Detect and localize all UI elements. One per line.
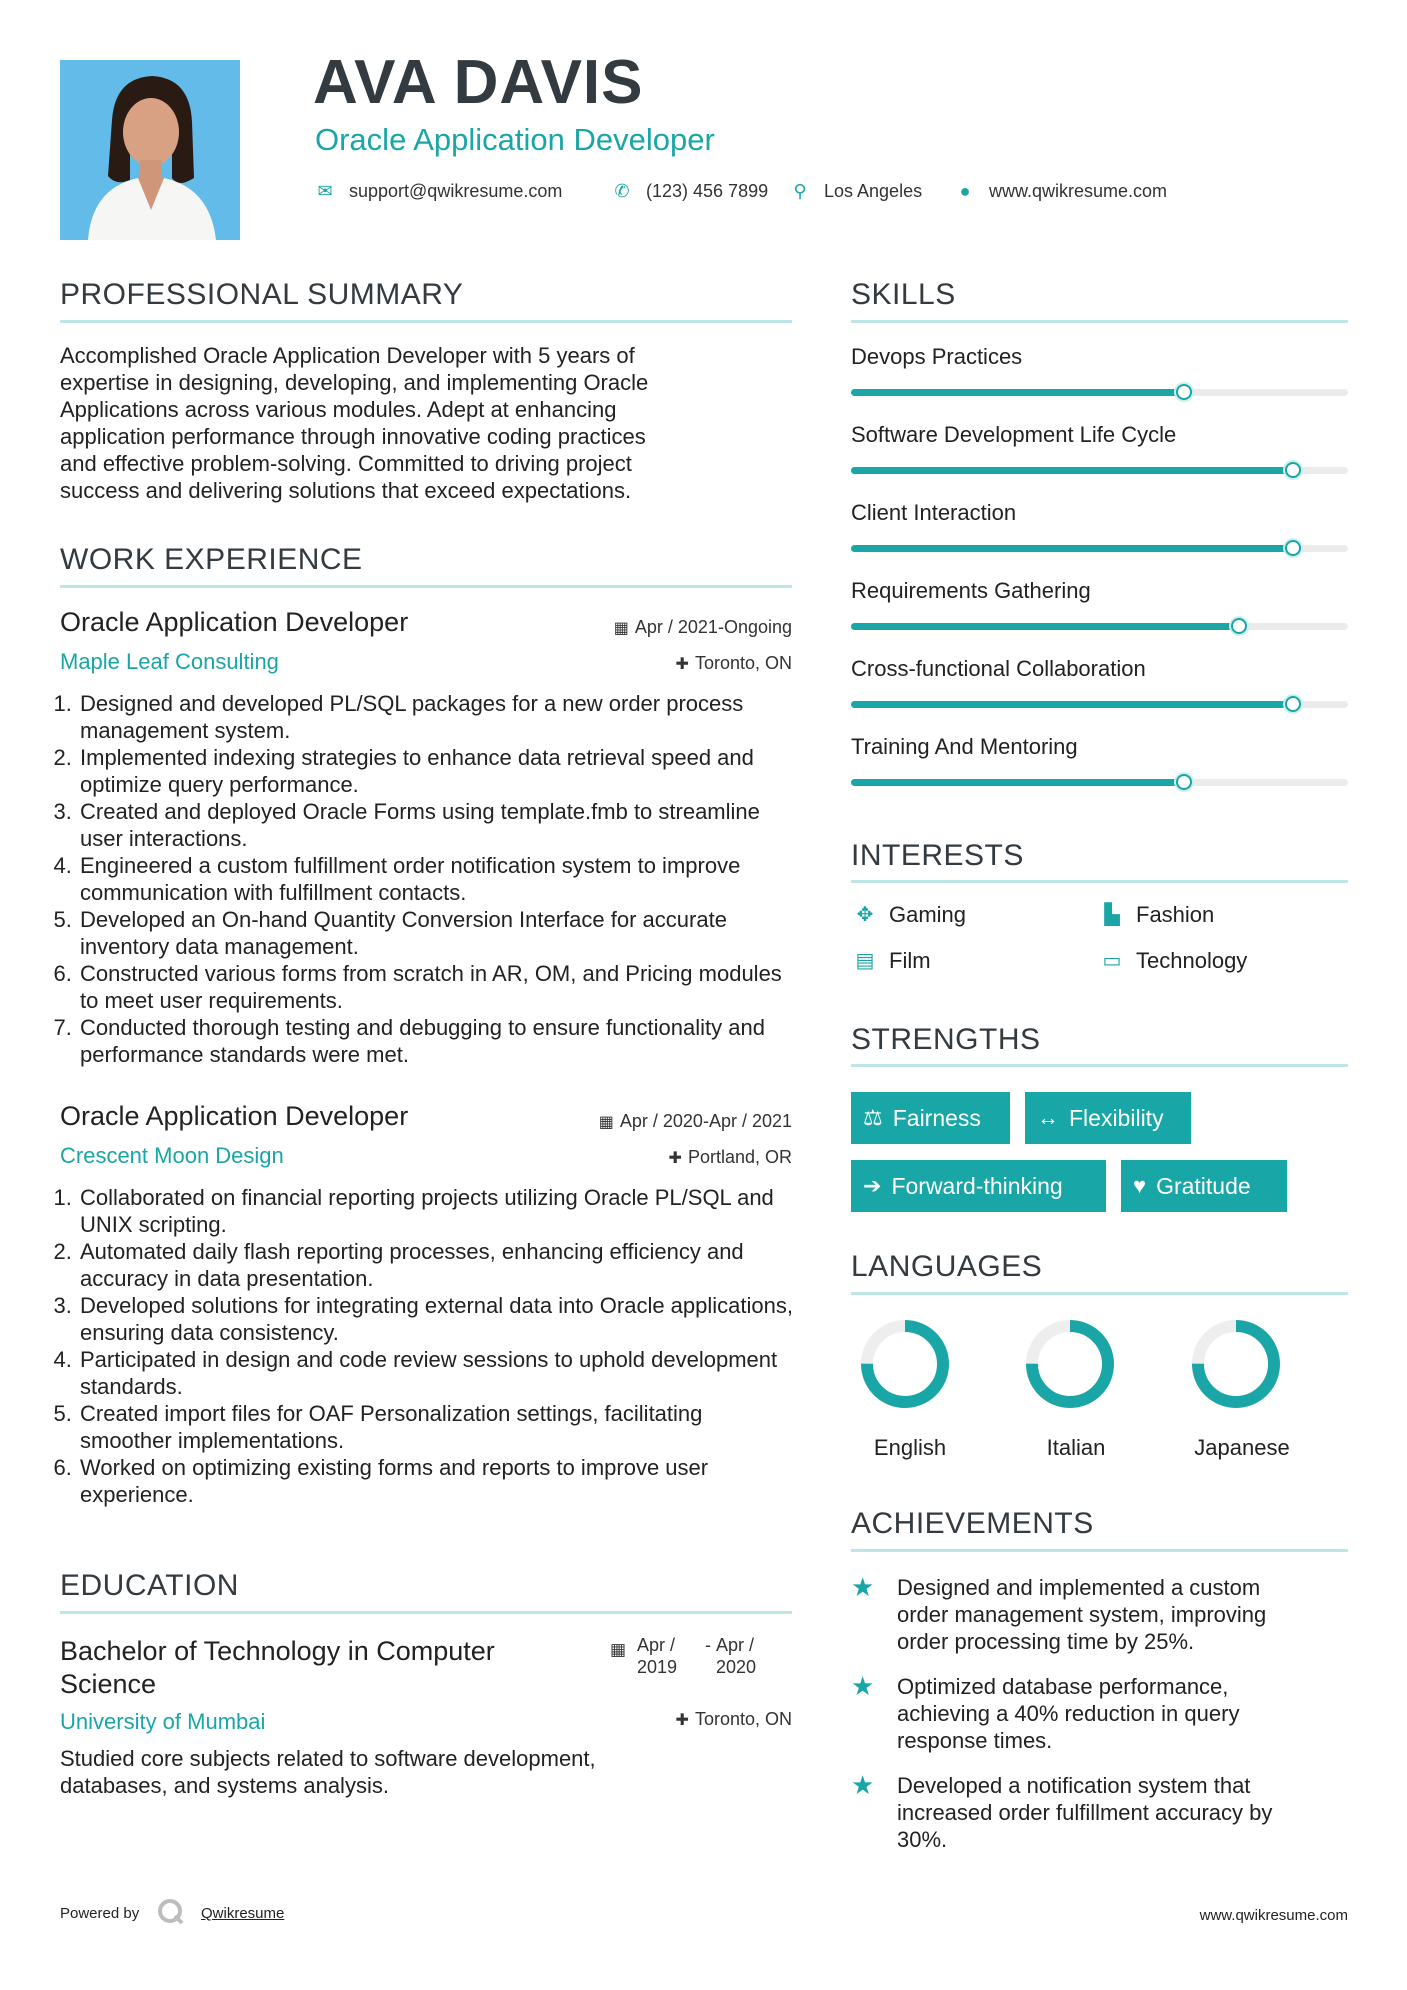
heart-icon: ♥	[1133, 1173, 1147, 1198]
list-item: 1. Designed and developed PL/SQL packages for a new order process management system.	[78, 690, 793, 744]
skill-label: Client Interaction	[851, 500, 1017, 525]
language-ring-italian	[1022, 1316, 1118, 1412]
candidate-job-title: Oracle Application Developer	[315, 122, 715, 157]
skill-bar-fill	[851, 779, 1184, 786]
list-item: 4. Participated in design and code review sessions to uphold development standards.	[78, 1346, 793, 1400]
pin-icon: ✚	[675, 1712, 689, 1729]
job-2-dates: ▦ Apr / 2020-Apr / 2021	[598, 1111, 792, 1131]
job-2-title: Oracle Application Developer	[60, 1101, 409, 1131]
strengths-divider	[851, 1064, 1348, 1067]
skill-bar-fill	[851, 545, 1293, 552]
job-2-company: Crescent Moon Design	[60, 1143, 284, 1168]
skill-bar	[851, 779, 1348, 786]
date-separator: -	[705, 1635, 711, 1655]
interest-gaming: ✥ Gaming	[851, 904, 966, 926]
job-2-bullets	[60, 1184, 793, 1508]
languages-divider	[851, 1292, 1348, 1295]
pin-icon: ✚	[668, 1150, 682, 1167]
skill-bar-knob	[1176, 384, 1192, 400]
balance-scale-icon: ⚖	[863, 1105, 883, 1130]
calendar-icon: ▦	[613, 620, 629, 637]
job-1-bullets	[60, 690, 793, 1068]
skill-bar-knob	[1285, 696, 1301, 712]
skill-label: Devops Practices	[851, 344, 1023, 369]
skills-divider	[851, 320, 1348, 323]
skill-bar	[851, 701, 1348, 708]
skill-bar-fill	[851, 701, 1293, 708]
skill-bar-knob	[1285, 540, 1301, 556]
strength-fairness: ⚖ Fairness	[851, 1092, 1010, 1144]
list-item: 2. Automated daily flash reporting processes, enhancing efficiency and accuracy in data presentation.	[78, 1238, 793, 1292]
profile-photo	[60, 60, 240, 240]
interest-technology: ▭ Technology	[1098, 950, 1247, 972]
language-ring-english	[857, 1316, 953, 1412]
job-2-location: ✚ Portland, OR	[668, 1147, 792, 1167]
education-school: University of Mumbai	[60, 1709, 266, 1734]
footer-brand-link[interactable]: Qwikresume	[201, 1905, 285, 1922]
skill-label: Software Development Life Cycle	[851, 422, 1177, 447]
languages-heading: LANGUAGES	[851, 1250, 1043, 1283]
phone-icon: ✆	[614, 181, 630, 201]
envelope-icon: ✉	[317, 181, 333, 201]
list-item: 5. Developed an On-hand Quantity Conversion Interface for accurate inventory data management.	[78, 906, 793, 960]
film-icon: ▤	[855, 950, 875, 972]
skill-label: Training And Mentoring	[851, 734, 1078, 759]
skill-bar-knob	[1176, 774, 1192, 790]
pin-icon: ✚	[675, 656, 689, 673]
interests-heading: INTERESTS	[851, 839, 1024, 872]
shopping-bag-icon: ▙	[1104, 904, 1120, 926]
language-ring-japanese	[1188, 1316, 1284, 1412]
achievement-item: ★ Developed a notification system that increased order fulfillment accuracy by 30%.	[851, 1770, 1273, 1852]
list-item: 6. Constructed various forms from scratch in AR, OM, and Pricing modules to meet user requirements.	[78, 960, 793, 1014]
qwikresume-logo-icon	[157, 1898, 185, 1926]
list-item: 2. Implemented indexing strategies to enhance data retrieval speed and optimize query performance.	[78, 744, 793, 798]
skill-bar	[851, 623, 1348, 630]
achievements-divider	[851, 1549, 1348, 1552]
skills-heading: SKILLS	[851, 278, 956, 311]
skill-bar	[851, 389, 1348, 396]
skill-bar-fill	[851, 389, 1184, 396]
summary-divider	[60, 320, 792, 323]
education-location: ✚ Toronto, ON	[675, 1709, 792, 1729]
globe-icon: ●	[959, 181, 971, 201]
interest-film: ▤ Film	[851, 950, 931, 972]
strengths-heading: STRENGTHS	[851, 1023, 1041, 1056]
job-1-company: Maple Leaf Consulting	[60, 649, 279, 674]
education-description: Studied core subjects related to software development, databases, and systems analysis.	[60, 1746, 596, 1798]
skill-bar-knob	[1285, 462, 1301, 478]
calendar-icon: ▦	[610, 1640, 627, 1659]
strength-flexibility: ↔ Flexibility	[1025, 1092, 1191, 1144]
list-item: 3. Created and deployed Oracle Forms using template.fmb to streamline user interactions.	[78, 798, 793, 852]
achievement-item: ★ Designed and implemented a custom order management system, improving order processing time by 25%.	[851, 1572, 1267, 1654]
arrows-horizontal-icon: ↔	[1037, 1105, 1059, 1130]
achievement-item: ★ Optimized database performance, achieving a 40% reduction in query response times.	[851, 1671, 1240, 1753]
calendar-icon: ▦	[598, 1114, 614, 1131]
job-1-location: ✚ Toronto, ON	[675, 653, 792, 673]
map-marker-icon: ⚲	[793, 181, 807, 201]
skill-bar	[851, 545, 1348, 552]
star-icon: ★	[851, 1572, 875, 1602]
language-label-italian: Italian	[1046, 1435, 1106, 1460]
skill-label: Requirements Gathering	[851, 578, 1091, 603]
job-1-dates: ▦ Apr / 2021-Ongoing	[613, 617, 792, 637]
education-heading: EDUCATION	[60, 1569, 239, 1602]
skill-bar	[851, 467, 1348, 474]
work-experience-heading: WORK EXPERIENCE	[60, 543, 363, 576]
contact-website[interactable]: ● www.qwikresume.com	[955, 180, 1167, 202]
strength-forward-thinking: ➔ Forward-thinking	[851, 1160, 1106, 1212]
work-divider	[60, 585, 792, 588]
list-item: 5. Created import files for OAF Personalization settings, facilitating smoother implementations.	[78, 1400, 793, 1454]
list-item: 3. Developed solutions for integrating external data into Oracle applications, ensuring data consistency.	[78, 1292, 793, 1346]
list-item: 1. Collaborated on financial reporting projects utilizing Oracle PL/SQL and UNIX scripting.	[78, 1184, 793, 1238]
list-item: 7. Conducted thorough testing and debugging to ensure functionality and performance standards were met.	[78, 1014, 793, 1068]
education-end-date: Apr / 2020	[716, 1635, 757, 1677]
education-divider	[60, 1611, 792, 1614]
interest-fashion: ▙ Fashion	[1098, 904, 1214, 926]
star-icon: ★	[851, 1770, 875, 1800]
contact-phone[interactable]: ✆ (123) 456 7899	[612, 180, 768, 202]
contact-email[interactable]: ✉ support@qwikresume.com	[315, 180, 562, 202]
gamepad-icon: ✥	[856, 904, 874, 926]
strength-gratitude: ♥ Gratitude	[1121, 1160, 1287, 1212]
arrow-right-icon: ➔	[863, 1173, 882, 1198]
laptop-icon: ▭	[1102, 950, 1122, 972]
footer-url[interactable]: www.qwikresume.com	[1199, 1907, 1348, 1924]
skill-bar-knob	[1231, 618, 1247, 634]
education-degree: Bachelor of Technology in Computer Science	[60, 1636, 495, 1699]
job-1-title: Oracle Application Developer	[60, 607, 409, 637]
language-label-english: English	[873, 1435, 947, 1460]
summary-text: Accomplished Oracle Application Developer with 5 years of expertise in designing, developing, and implementing Oracle Applications across various modules. Adept at enhancing application performance through innovative coding practices and effective problem-solving. Committed to driving project success and delivering solutions that exceed expectations.	[60, 343, 649, 503]
achievements-heading: ACHIEVEMENTS	[851, 1507, 1094, 1540]
contact-location: ⚲ Los Angeles	[790, 180, 922, 202]
summary-heading: PROFESSIONAL SUMMARY	[60, 278, 464, 311]
skill-label: Cross-functional Collaboration	[851, 656, 1146, 681]
list-item: 6. Worked on optimizing existing forms and reports to improve user experience.	[78, 1454, 793, 1508]
skill-bar-fill	[851, 623, 1239, 630]
language-label-japanese: Japanese	[1194, 1435, 1290, 1460]
interests-divider	[851, 880, 1348, 883]
list-item: 4. Engineered a custom fulfillment order notification system to improve communication with fulfillment contacts.	[78, 852, 793, 906]
education-start-date: Apr / 2019	[637, 1635, 678, 1677]
candidate-name: AVA DAVIS	[313, 48, 644, 117]
star-icon: ★	[851, 1671, 875, 1701]
footer-powered-by: Powered by	[60, 1905, 140, 1922]
skill-bar-fill	[851, 467, 1293, 474]
